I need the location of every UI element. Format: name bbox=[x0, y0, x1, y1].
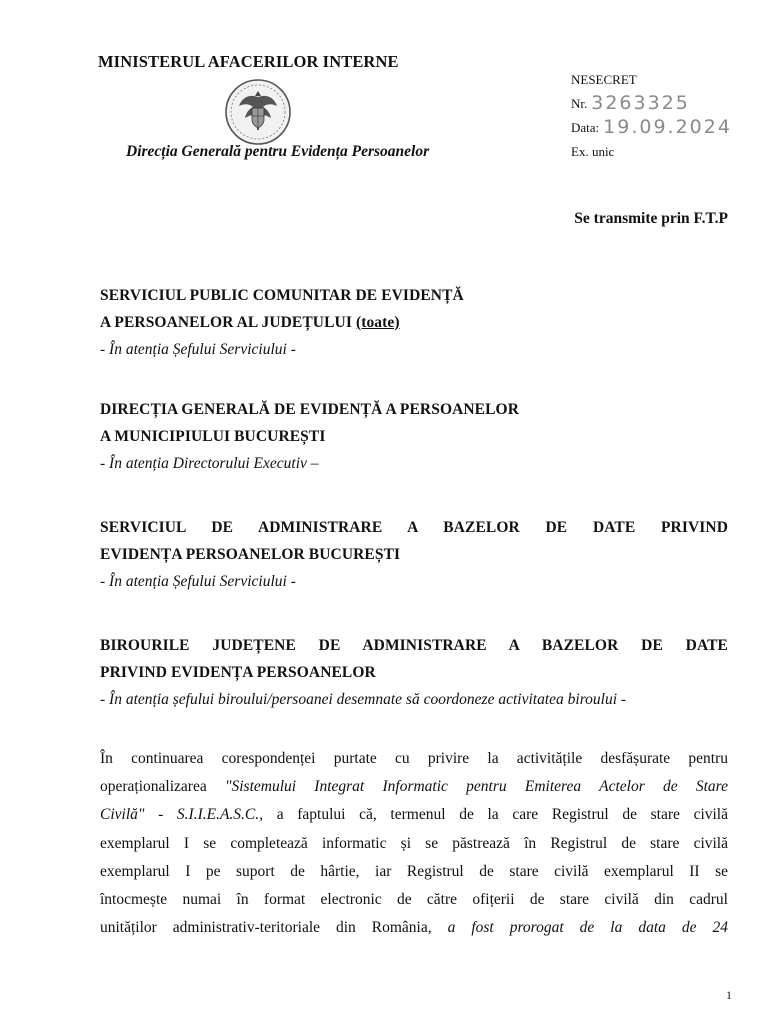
recipient-line bbox=[100, 309, 728, 336]
recipient-line: BIROURILE JUDEȚENE DE ADMINISTRARE A BAZELOR DE DATE bbox=[100, 637, 728, 654]
transmit-note: Se transmite prin F.T.P bbox=[574, 210, 728, 227]
recipient-line: SERVICIUL DE ADMINISTRARE A BAZELOR DE DATE PRIVIND bbox=[100, 519, 728, 536]
body-line: exemplarul I se completează informatic și se păstrează în Registrul de stare civilă bbox=[100, 834, 728, 852]
classification-block bbox=[571, 62, 732, 158]
registration-number-label: Nr. bbox=[571, 96, 588, 111]
body-line: În continuarea corespondenței purtate cu privire la activitățile desfășurate pentru bbox=[100, 750, 728, 767]
recipient-block bbox=[100, 282, 728, 363]
recipient-line: PRIVIND EVIDENȚA PERSOANELOR bbox=[100, 664, 376, 681]
body-line: unităților administrativ-teritoriale din România, a fost prorogat de la data de 24 bbox=[100, 919, 728, 937]
directorate-name: Direcția Generală pentru Evidența Persoanelor bbox=[126, 143, 430, 160]
date-value: 19.09.2024 bbox=[603, 116, 732, 138]
recipient-attention: - În atenția șefului biroului/persoanei desemnate să coordoneze activitatea biroului - bbox=[100, 691, 627, 708]
romanian-coat-of-arms-icon bbox=[224, 78, 292, 146]
recipient-scope: (toate) bbox=[355, 314, 400, 331]
body-line: Civilă" - S.I.I.E.A.S.C., a faptului că, termenul de la care Registrul de stare civilă bbox=[100, 806, 728, 824]
recipient-line: EVIDENȚA PERSOANELOR BUCUREȘTI bbox=[100, 546, 401, 563]
body-paragraph bbox=[100, 745, 728, 942]
registration-number-value: 3263325 bbox=[591, 92, 690, 114]
page-number: 1 bbox=[726, 988, 732, 1002]
classification-level: NESECRET bbox=[571, 72, 637, 87]
recipient-line: A MUNICIPIULUI BUCUREȘTI bbox=[100, 428, 326, 445]
recipient-line: SERVICIUL PUBLIC COMUNITAR DE EVIDENȚĂ bbox=[100, 287, 464, 304]
recipient-block bbox=[100, 632, 728, 713]
recipient-attention: - În atenția Șefului Serviciului - bbox=[100, 341, 296, 358]
date-label: Data: bbox=[571, 120, 600, 135]
recipient-line: DIRECȚIA GENERALĂ DE EVIDENȚĂ A PERSOANELOR bbox=[100, 401, 520, 418]
copy-count: Ex. unic bbox=[571, 144, 615, 159]
body-line: operaționalizarea "Sistemului Integrat Informatic pentru Emiterea Actelor de Stare bbox=[100, 778, 728, 796]
recipient-attention: - În atenția Șefului Serviciului - bbox=[100, 573, 296, 590]
ministry-name: MINISTERUL AFACERILOR INTERNE bbox=[98, 52, 399, 71]
body-line: exemplarul I pe suport de hârtie, iar Registrul de stare civilă exemplarul II se bbox=[100, 862, 728, 880]
recipient-attention: - În atenția Directorului Executiv – bbox=[100, 455, 319, 472]
recipient-line-prefix: A PERSOANELOR AL JUDEȚULUI bbox=[100, 314, 356, 331]
body-line: întocmește numai în format electronic de către ofițerii de stare civilă din cadrul bbox=[100, 891, 728, 909]
recipient-block bbox=[100, 514, 728, 595]
recipient-block bbox=[100, 396, 728, 477]
